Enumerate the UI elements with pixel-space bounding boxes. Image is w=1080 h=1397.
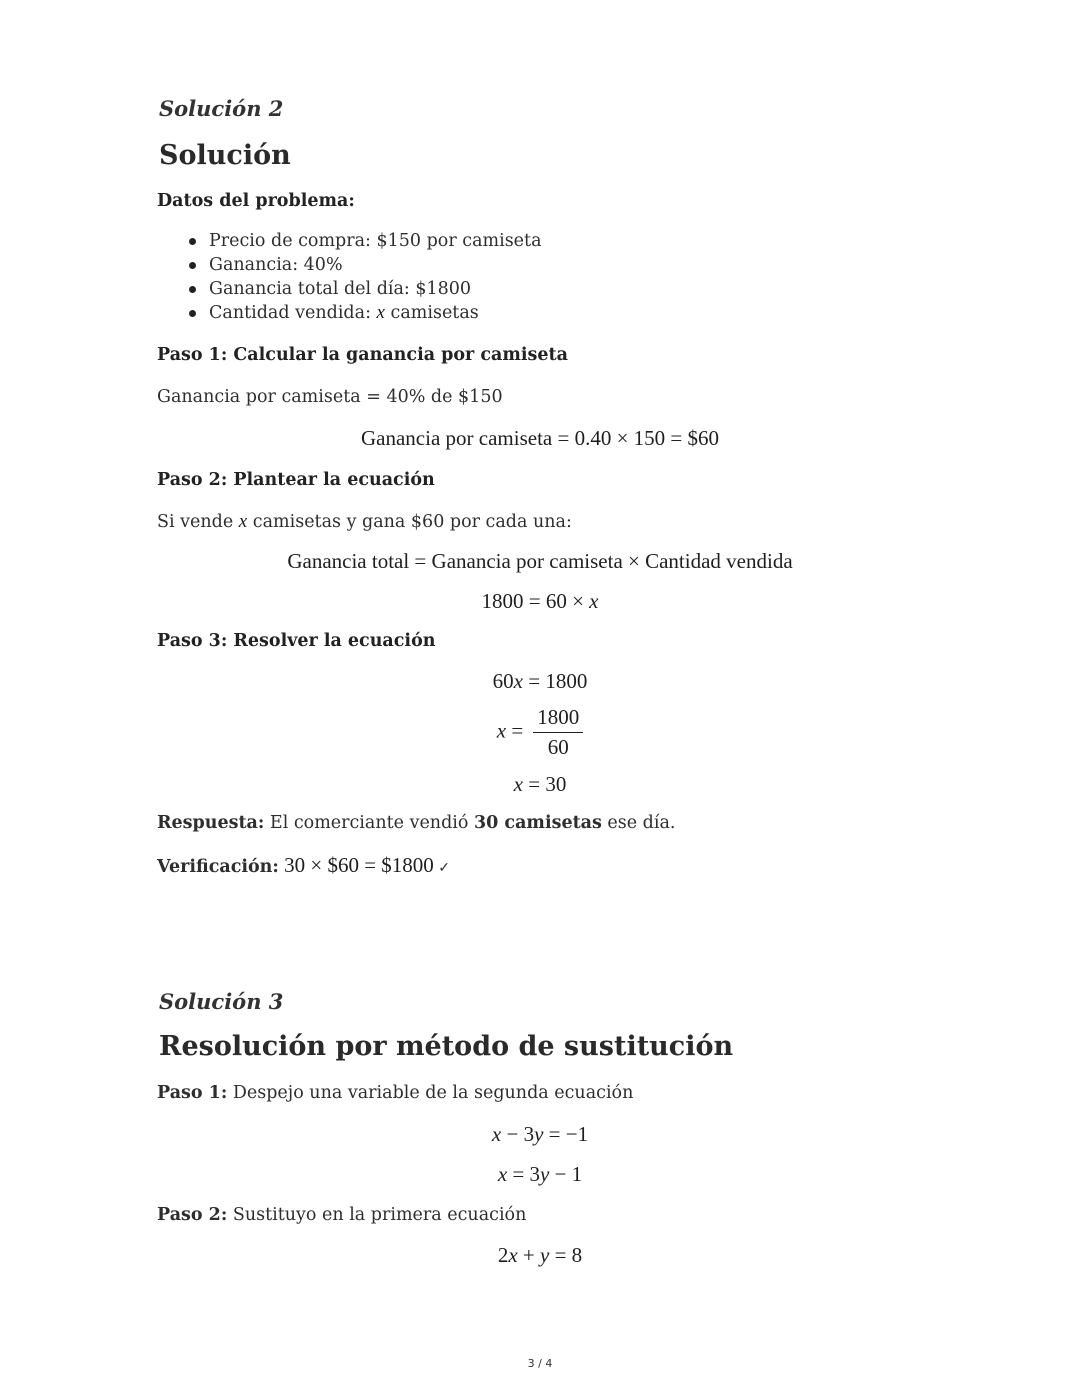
list-item: Ganancia total del día: $1800 [157,277,542,301]
s3-step-2-text: Paso 2: Sustituyo en la primera ecuación [157,1205,527,1225]
step-1-text: Ganancia por camiseta = 40% de $150 [157,387,503,407]
s3-equation-2: x = 3y − 1 [497,1162,583,1186]
s3-equation-1: x − 3y = −1 [491,1122,589,1146]
solution-3-heading: Resolución por método de sustitución [159,1031,734,1062]
step-2-equation-numbers: 1800 = 60 × x [481,589,599,613]
solution-3-label: Solución 3 [159,989,284,1014]
verification-line: Verificación: 30 × $60 = $1800 ✓ [157,853,450,877]
solution-2-label: Solución 2 [159,96,284,121]
step-2-equation-words: Ganancia total = Ganancia por camiseta × Cantidad vendida [287,549,793,573]
s3-step-1-text: Paso 1: Despejo una variable de la segunda ecuación [157,1083,634,1103]
check-icon: ✓ [433,860,450,876]
step-1-title: Paso 1: Calcular la ganancia por camiseta [157,345,568,365]
solution-2-heading: Solución [159,140,291,171]
fraction: $\frac{1800}{60}$ [533,705,583,760]
step-3-equation-1: 60x = 1800 [492,669,588,693]
data-section-title: Datos del problema: [157,191,355,211]
answer-line: Respuesta: El comerciante vendió 30 camisetas ese día. [157,813,676,833]
step-2-text: Si vende x camisetas y gana $60 por cada una: [157,511,572,532]
step-3-equation-3: x = 30 [513,772,567,796]
list-item: Cantidad vendida: x camisetas [157,301,542,325]
step-3-equation-2: x = $\frac{1800}{60}$ [0,705,1080,760]
step-2-title: Paso 2: Plantear la ecuación [157,470,435,490]
s3-equation-3: 2x + y = 8 [497,1243,583,1267]
list-item: Ganancia: 40% [157,253,542,277]
step-1-equation: Ganancia por camiseta = 0.40 × 150 = $60 [360,426,719,450]
data-list [157,229,542,325]
step-3-title: Paso 3: Resolver la ecuación [157,631,436,651]
page-number: 3 / 4 [527,1357,553,1370]
list-item: Precio de compra: $150 por camiseta [157,229,542,253]
